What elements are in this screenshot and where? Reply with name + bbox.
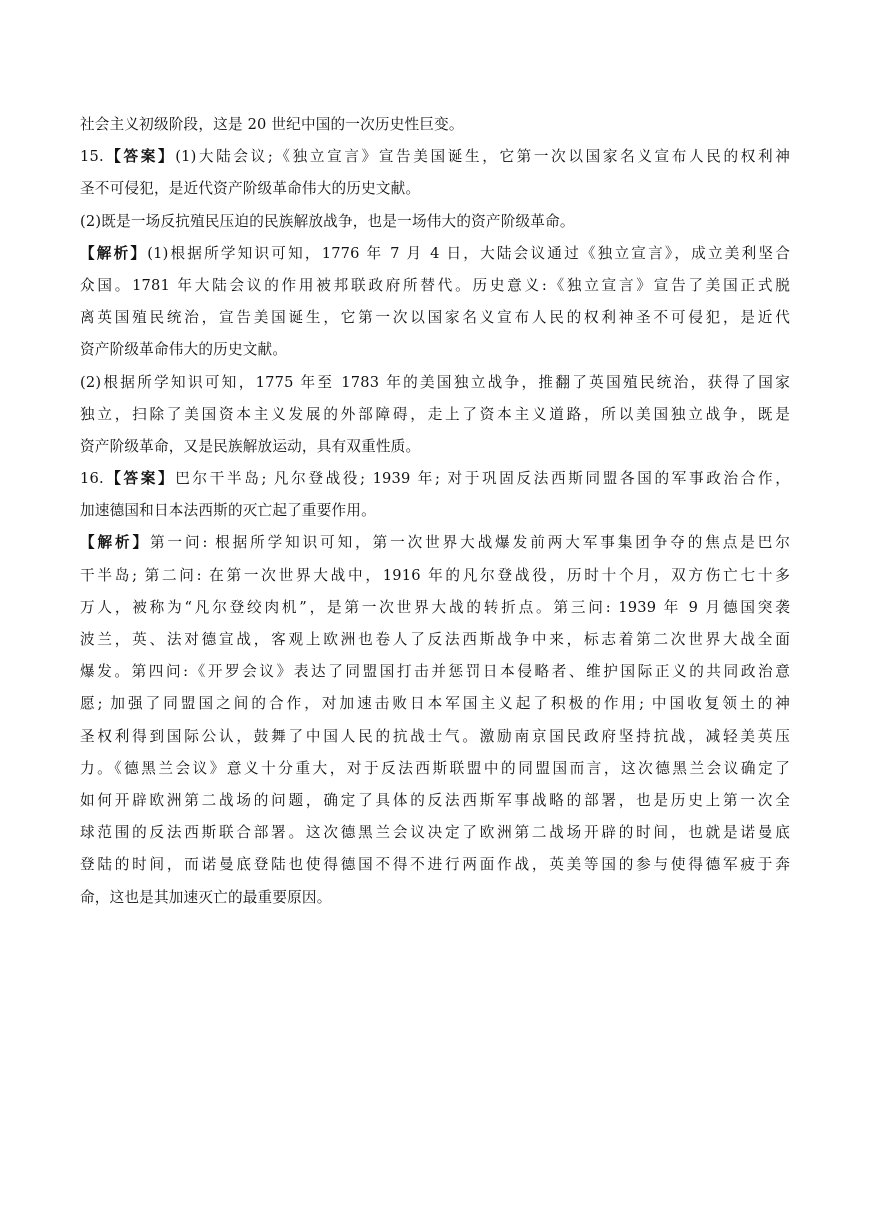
line-text: 社会主义初级阶段，这是 20 世纪中国的一次历史性巨变。 — [80, 116, 464, 133]
question-number: 15. — [80, 148, 104, 166]
text-line — [80, 785, 790, 817]
line-text: 干半岛; 第二问: 在第一次世界大战中，1916 年的凡尔登战役，历时十个月，双方伤亡七十多 — [80, 566, 790, 584]
text-line — [80, 592, 790, 624]
answer-text-body — [80, 109, 790, 914]
line-text: (2)既是一场反抗殖民压迫的民族解放战争，也是一场伟大的资产阶级革命。 — [80, 212, 575, 230]
text-line — [80, 238, 790, 270]
text-line — [80, 882, 790, 914]
text-line — [80, 367, 790, 399]
text-line — [80, 624, 790, 656]
text-line — [80, 495, 790, 527]
section-tag: 【解析】 — [80, 534, 151, 552]
section-tag: 【答案】 — [103, 148, 176, 166]
line-text: 巴尔干半岛; 凡尔登战役; 1939 年; 对于巩固反法西斯同盟各国的军事政治合作， — [175, 470, 790, 488]
text-line — [80, 141, 790, 173]
text-line — [80, 753, 790, 785]
line-text: 圣不可侵犯，是近代资产阶级革命伟大的历史文献。 — [80, 180, 421, 198]
line-text: 资产阶级革命，又是民族解放运动，具有双重性质。 — [80, 437, 421, 455]
line-text: 资产阶级革命伟大的历史文献。 — [80, 341, 288, 359]
text-line — [80, 173, 790, 205]
text-line — [80, 849, 790, 881]
text-line — [80, 431, 790, 463]
section-tag: 【答案】 — [103, 470, 176, 488]
text-line — [80, 656, 790, 688]
text-line — [80, 817, 790, 849]
text-line — [80, 109, 790, 141]
section-tag: 【解析】 — [80, 244, 148, 262]
line-text: (1)根据所学知识可知，1776 年 7 月 4 日，大陆会议通过《独立宣言》，成立美利坚合 — [147, 244, 790, 262]
line-text: 离英国殖民统治，宣告美国诞生，它第一次以国家名义宣布人民的权利神圣不可侵犯，是近代 — [80, 309, 790, 327]
line-text: 爆发。第四问:《开罗会议》表达了同盟国打击并惩罚日本侵略者、维护国际正义的共同政治意 — [80, 663, 790, 681]
question-number: 16. — [80, 470, 104, 488]
text-line — [80, 399, 790, 431]
text-line — [80, 688, 790, 720]
line-text: 加速德国和日本法西斯的灭亡起了重要作用。 — [80, 502, 376, 520]
line-text: 力。《德黑兰会议》意义十分重大，对于反法西斯联盟中的同盟国而言，这次德黑兰会议确定了 — [80, 759, 790, 777]
text-line — [80, 463, 790, 495]
text-line — [80, 334, 790, 366]
line-text: 球范围的反法西斯联合部署。这次德黑兰会议决定了欧洲第二战场开辟的时间，也就是诺曼底 — [80, 824, 790, 842]
line-text: 万人，被称为“凡尔登绞肉机”，是第一次世界大战的转折点。第三问: 1939 年 9 月德国突袭 — [80, 598, 790, 616]
line-text: 独立，扫除了美国资本主义发展的外部障碍，走上了资本主义道路，所以美国独立战争，既是 — [80, 405, 790, 423]
text-line — [80, 302, 790, 334]
text-line — [80, 527, 790, 559]
line-text: (2)根据所学知识可知，1775 年至 1783 年的美国独立战争，推翻了英国殖民统治，获得了国家 — [80, 373, 790, 391]
text-line — [80, 270, 790, 302]
text-line — [80, 206, 790, 238]
line-text: 第一问: 根据所学知识可知，第一次世界大战爆发前两大军事集团争夺的焦点是巴尔 — [150, 534, 790, 552]
line-text: 圣权利得到国际公认，鼓舞了中国人民的抗战士气。激励南京国民政府坚持抗战，减轻美英压 — [80, 727, 790, 745]
text-line — [80, 560, 790, 592]
line-text: 波兰，英、法对德宣战，客观上欧洲也卷人了反法西斯战争中来，标志着第二次世界大战全面 — [80, 631, 790, 648]
line-text: 登陆的时间，而诺曼底登陆也使得德国不得不进行两面作战，英美等国的参与使得德军疲于奔 — [80, 856, 790, 874]
text-line — [80, 721, 790, 753]
line-text: 众国。1781 年大陆会议的作用被邦联政府所替代。历史意义:《独立宣言》宣告了美国正式脱 — [80, 276, 790, 294]
line-text: 命，这也是其加速灭亡的最重要原因。 — [80, 888, 332, 906]
line-text: (1)大陆会议;《独立宣言》宣告美国诞生，它第一次以国家名义宣布人民的权利神 — [175, 148, 790, 166]
line-text: 愿; 加强了同盟国之间的合作，对加速击败日本军国主义起了积极的作用; 中国收复领土的神 — [80, 695, 790, 713]
line-text: 如何开辟欧洲第二战场的问题，确定了具体的反法西斯军事战略的部署，也是历史上第一次全 — [80, 791, 790, 809]
